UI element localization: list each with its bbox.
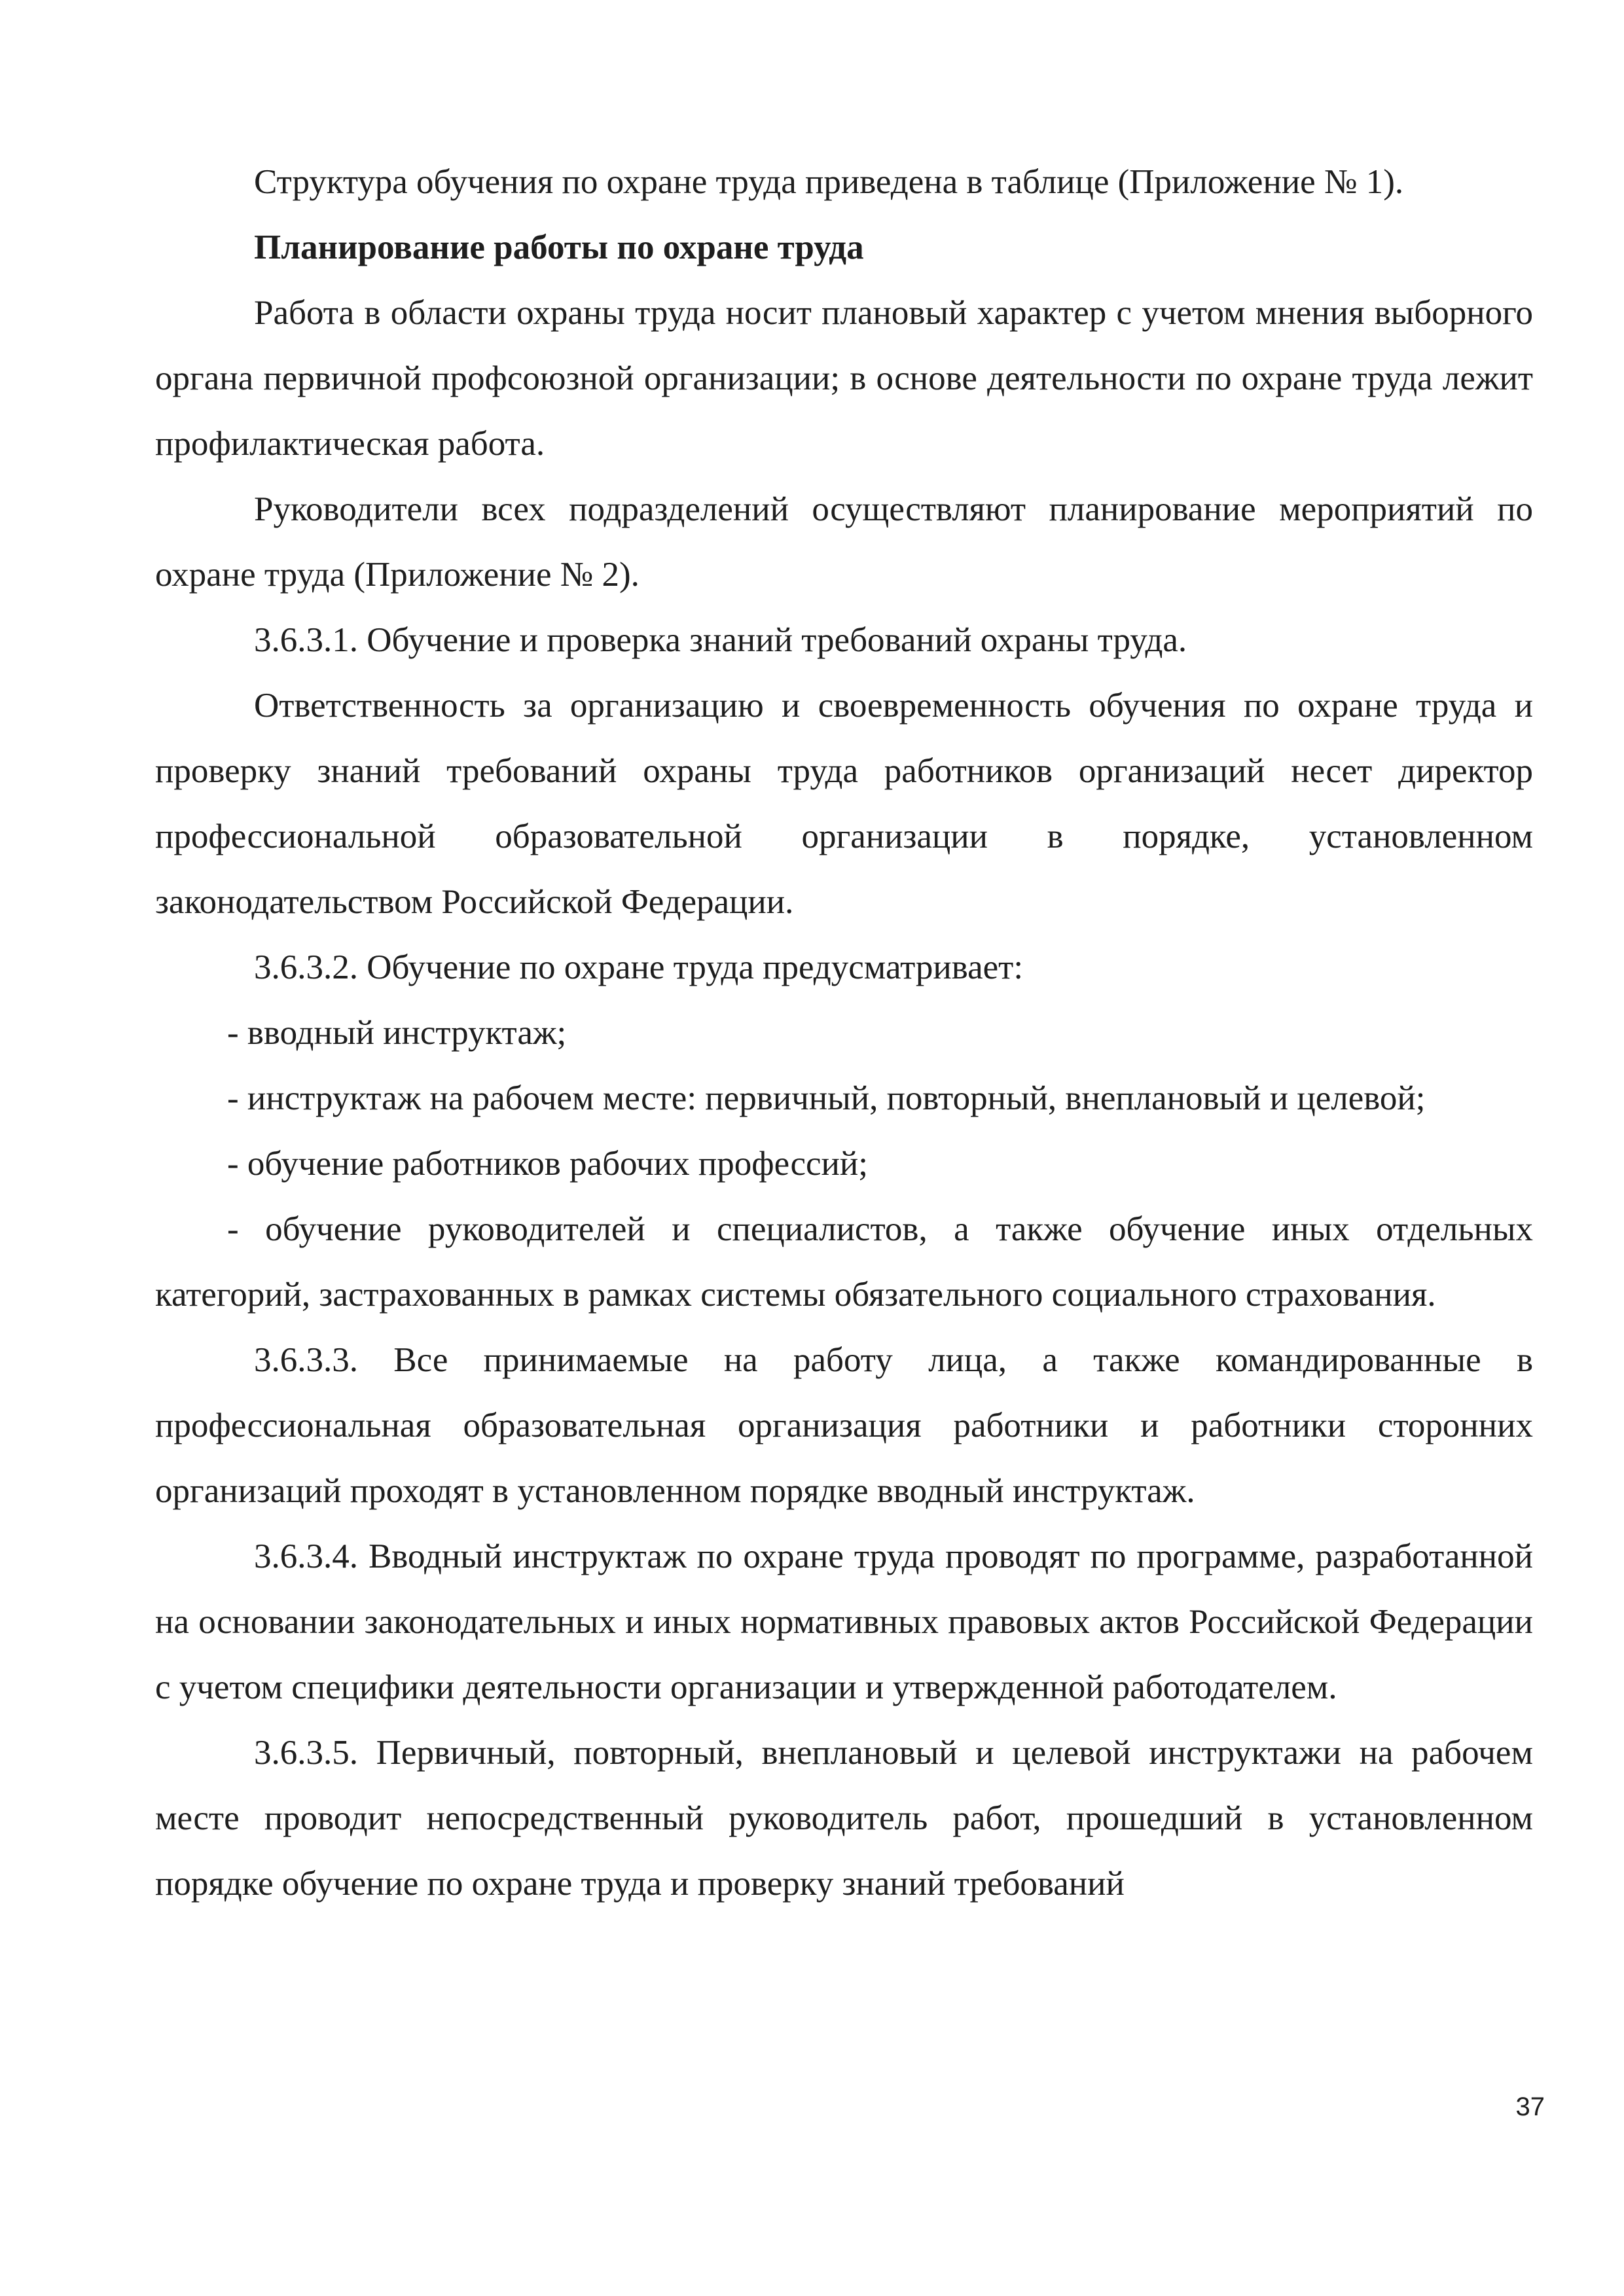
paragraph-training-structure: Структура обучения по охране труда приведена в таблице (Приложение № 1). (254, 163, 1404, 201)
clause-3-6-3-3: 3.6.3.3. Все принимаемые на работу лица, а также командированные в профессиональная образовательная организация работники и работники сторонних организаций проходят в установленном порядке вводный инструктаж. (155, 1341, 1533, 1510)
section-heading-planning: Планирование работы по охране труда (254, 228, 864, 266)
paragraph-managers-planning: Руководители всех подразделений осуществляют планирование мероприятий по охране труда (Приложение № 2). (155, 490, 1533, 594)
list-item-introductory-briefing: - вводный инструктаж; (227, 1014, 567, 1052)
clause-3-6-3-1: 3.6.3.1. Обучение и проверка знаний требований охраны труда. (254, 621, 1187, 659)
list-item-workplace-briefing: - инструктаж на рабочем месте: первичный, повторный, внеплановый и целевой; (227, 1079, 1426, 1117)
clause-3-6-3-4: 3.6.3.4. Вводный инструктаж по охране труда проводят по программе, разработанной на основании законодательных и иных нормативных правовых актов Российской Федерации с учетом специфики деятельности организации и утвержденной работодателем. (155, 1537, 1533, 1706)
clause-3-6-3-2: 3.6.3.2. Обучение по охране труда предусматривает: (254, 948, 1024, 986)
list-item-managers-training: - обучение руководителей и специалистов, а также обучение иных отдельных категорий, застрахованных в рамках системы обязательного социального страхования. (155, 1210, 1533, 1314)
document-body (155, 149, 1533, 1916)
paragraph-planned-work: Работа в области охраны труда носит плановый характер с учетом мнения выборного органа первичной профсоюзной организации; в основе деятельности по охране труда лежит профилактическая работа. (155, 294, 1533, 463)
list-item-workers-training: - обучение работников рабочих профессий; (227, 1145, 868, 1183)
paragraph-responsibility: Ответственность за организацию и своевременность обучения по охране труда и проверку знаний требований охраны труда работников организаций несет директор профессиональной образовательной организации в порядке, установленном законодательством Российской Федерации. (155, 687, 1533, 921)
page-number: 37 (1515, 2092, 1545, 2121)
clause-3-6-3-5: 3.6.3.5. Первичный, повторный, внеплановый и целевой инструктажи на рабочем месте проводит непосредственный руководитель работ, прошедший в установленном порядке обучение по охране труда и проверку знаний требований (155, 1734, 1533, 1903)
